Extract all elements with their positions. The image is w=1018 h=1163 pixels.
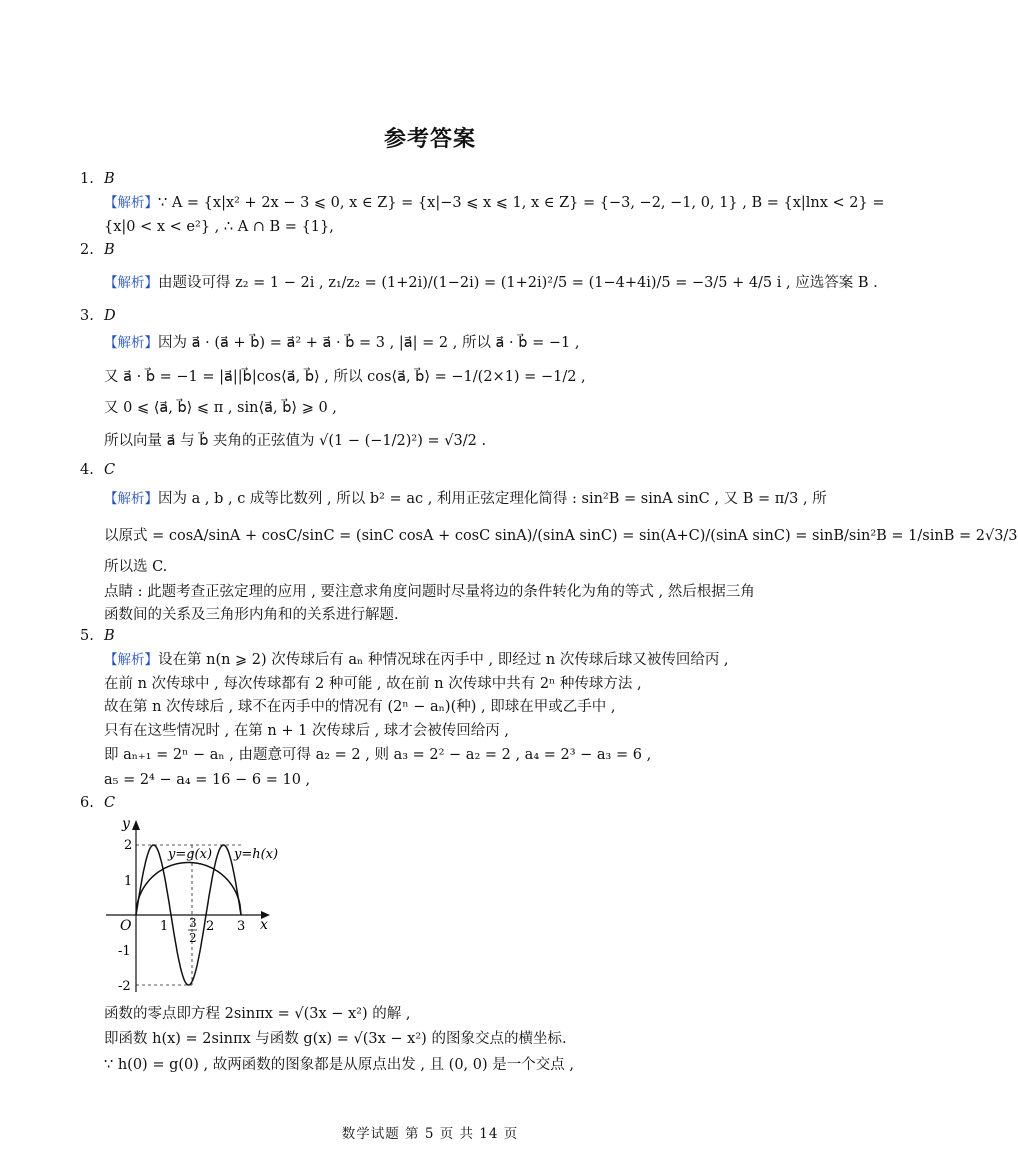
page-title: 参考答案 — [383, 127, 476, 152]
q5-line6: a₅ = 2⁴ − a₄ = 16 − 6 = 10 , — [104, 772, 311, 788]
q5-line4: 只有在这些情况时 , 在第 n + 1 次传球后 , 球才会被传回给丙 , — [104, 723, 510, 739]
q1-number: 1. — [80, 171, 94, 187]
x-tick-1: 1 — [160, 919, 169, 934]
y-tick-1: 1 — [124, 874, 133, 889]
q6-number: 6. — [80, 795, 94, 811]
analysis-tag: 【解析】 — [104, 491, 158, 507]
q4-line1: 【解析】因为 a , b , c 成等比数列 , 所以 b² = ac , 利用正弦定理化简得 : sin²B = sinA sinC , 又 B = π/3 , 所 — [104, 491, 827, 507]
q5-number: 5. — [80, 628, 94, 644]
y-arrow-icon — [132, 820, 140, 830]
q3-line1: 【解析】因为 a⃗ · (a⃗ + b⃗) = a⃗² + a⃗ · b⃗ = 3 , |a⃗| = 2 , 所以 a⃗ · b⃗ = −1 , — [104, 335, 580, 351]
q6-answer: C — [104, 795, 116, 811]
q2-answer: B — [104, 242, 115, 258]
q6-line3: ∵ h(0) = g(0) , 故两函数的图象都是从原点出发 , 且 (0, 0) 是一个交点 , — [104, 1057, 574, 1073]
q5-line3: 故在第 n 次传球后 , 球不在丙手中的情况有 (2ⁿ − aₙ)(种) , 即球在甲或乙手中 , — [104, 699, 616, 715]
y-tick-neg2: -2 — [118, 979, 131, 994]
q5-line5: 即 aₙ₊₁ = 2ⁿ − aₙ , 由题意可得 a₂ = 2 , 则 a₃ = 2² − a₂ = 2 , a₄ = 2³ − a₃ = 6 , — [104, 747, 652, 763]
x-tick-3-half-den: 2 — [189, 931, 197, 945]
q1-answer: B — [104, 171, 115, 187]
q4-answer: C — [104, 462, 116, 478]
q4-line2: 以原式 = cosA/sinA + cosC/sinC = (sinC cosA + cosC sinA)/(sinA sinC) = sin(A+C)/(sinA sinC) = sinB/sin²B = 1/sinB = 2√3/3 — [104, 528, 1018, 544]
analysis-tag: 【解析】 — [104, 335, 158, 351]
q4-number: 4. — [80, 462, 94, 478]
y-tick-neg1: -1 — [118, 944, 131, 959]
q4-line3: 所以选 C. — [104, 559, 168, 575]
x-axis-label: x — [260, 917, 268, 933]
x-tick-3: 3 — [237, 919, 246, 934]
g-curve-label: y=g(x) — [168, 847, 213, 862]
q4-line4: 点睛 : 此题考查正弦定理的应用 , 要注意求角度问题时尽量将边的条件转化为角的等式 , 然后根据三角 — [104, 584, 755, 600]
q5-line1: 【解析】设在第 n(n ⩾ 2) 次传球后有 aₙ 种情况球在丙手中 , 即经过 n 次传球后球又被传回给丙 , — [104, 652, 729, 668]
q1-line2: {x|0 < x < e²} , ∴ A ∩ B = {1}, — [104, 219, 334, 235]
y-axis-label: y — [122, 816, 130, 832]
analysis-tag: 【解析】 — [104, 275, 158, 291]
q5-answer: B — [104, 628, 115, 644]
curve-g — [136, 863, 241, 916]
origin-label: O — [120, 918, 132, 934]
q3-line4: 所以向量 a⃗ 与 b⃗ 夹角的正弦值为 √(1 − (−1/2)²) = √3/2 . — [104, 433, 487, 449]
function-graph — [100, 812, 290, 997]
q5-line2: 在前 n 次传球中 , 每次传球都有 2 种可能 , 故在前 n 次传球中共有 2ⁿ 种传球方法 , — [104, 676, 642, 692]
x-tick-2: 2 — [206, 919, 215, 934]
q3-number: 3. — [80, 308, 94, 324]
q6-line1: 函数的零点即方程 2sinπx = √(3x − x²) 的解 , — [104, 1006, 411, 1022]
q2-number: 2. — [80, 242, 94, 258]
h-curve-label: y=h(x) — [234, 847, 279, 862]
q3-line3: 又 0 ⩽ ⟨a⃗, b⃗⟩ ⩽ π , sin⟨a⃗, b⃗⟩ ⩾ 0 , — [104, 400, 337, 416]
analysis-tag: 【解析】 — [104, 652, 158, 668]
q4-line5: 函数间的关系及三角形内角和的关系进行解题. — [104, 607, 399, 623]
q3-line2: 又 a⃗ · b⃗ = −1 = |a⃗||b⃗|cos⟨a⃗, b⃗⟩ , 所以 cos⟨a⃗, b⃗⟩ = −1/(2×1) = −1/2 , — [104, 369, 586, 385]
q1-line1: 【解析】∵ A = {x|x² + 2x − 3 ⩽ 0, x ∈ Z} = {x|−3 ⩽ x ⩽ 1, x ∈ Z} = {−3, −2, −1, 0, 1} , B = {x|lnx < 2} = — [104, 195, 885, 211]
analysis-tag: 【解析】 — [104, 195, 158, 211]
q3-answer: D — [104, 308, 116, 324]
y-tick-2: 2 — [124, 838, 133, 853]
x-tick-3-half-num: 3 — [189, 916, 197, 930]
page-footer: 数学试题 第 5 页 共 14 页 — [341, 1126, 519, 1142]
q6-line2: 即函数 h(x) = 2sinπx 与函数 g(x) = √(3x − x²) 的图象交点的横坐标. — [104, 1031, 567, 1047]
q2-line1: 【解析】由题设可得 z₂ = 1 − 2i , z₁/z₂ = (1+2i)/(1−2i) = (1+2i)²/5 = (1−4+4i)/5 = −3/5 + 4/5 i , 应选答案 B . — [104, 275, 878, 291]
